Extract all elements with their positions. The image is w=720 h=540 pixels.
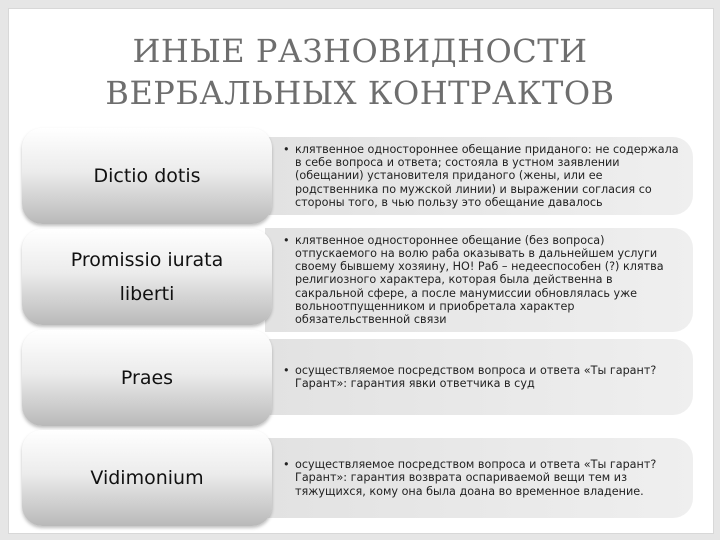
term-box xyxy=(22,128,272,224)
description-box xyxy=(265,228,693,332)
description-box xyxy=(265,137,693,215)
description-box xyxy=(265,438,693,518)
bullet-icon: • xyxy=(283,142,290,156)
description-text: клятвенное одностороннее обещание (без вопроса) отпускаемого на волю раба оказывать в дальнейшем услуги своему бывшему хозяину, НО! Раб – недееспособен (?) клятва религиозного характера, которая была действенна в сакральной сфере, а после манумиссии обновлялась уже вольноотпущенником и приобретала характер обязательственной связи xyxy=(295,233,664,326)
description-text: осуществляемое посредством вопроса и ответа «Ты гарант? Гарант»: гарантия явки ответчика в суд xyxy=(295,363,657,390)
term-label: Vidimonium xyxy=(90,467,204,489)
term-label: Praes xyxy=(120,367,174,389)
title-line-1: ИНЫЕ РАЗНОВИДНОСТИ xyxy=(132,32,588,70)
bullet-icon: • xyxy=(283,458,290,472)
term-box xyxy=(22,330,272,426)
slide-title xyxy=(0,30,720,114)
term-label: Dictio dotis xyxy=(93,165,201,187)
term-box xyxy=(22,229,272,325)
bullet-icon: • xyxy=(283,233,290,247)
description-box xyxy=(265,339,693,415)
description-text: клятвенное одностороннее обещание приданого: не содержала в себе вопроса и ответа; состояла в устном заявлении (обещании) установителя приданого (жены, или ее родственника по мужской линии) и выражении согласия со стороны того, в чью пользу это обещание давалось xyxy=(295,142,679,209)
bullet-icon: • xyxy=(283,363,290,377)
description-text: осуществляемое посредством вопроса и ответа «Ты гарант? Гарант»: гарантия возврата оспариваемой вещи тем из тяжущихся, кому она была доана во временное владение. xyxy=(295,458,657,498)
term-box xyxy=(22,430,272,526)
title-line-2: ВЕРБАЛЬНЫХ КОНТРАКТОВ xyxy=(105,74,615,112)
term-label: Promissio iurata liberti xyxy=(70,249,224,305)
